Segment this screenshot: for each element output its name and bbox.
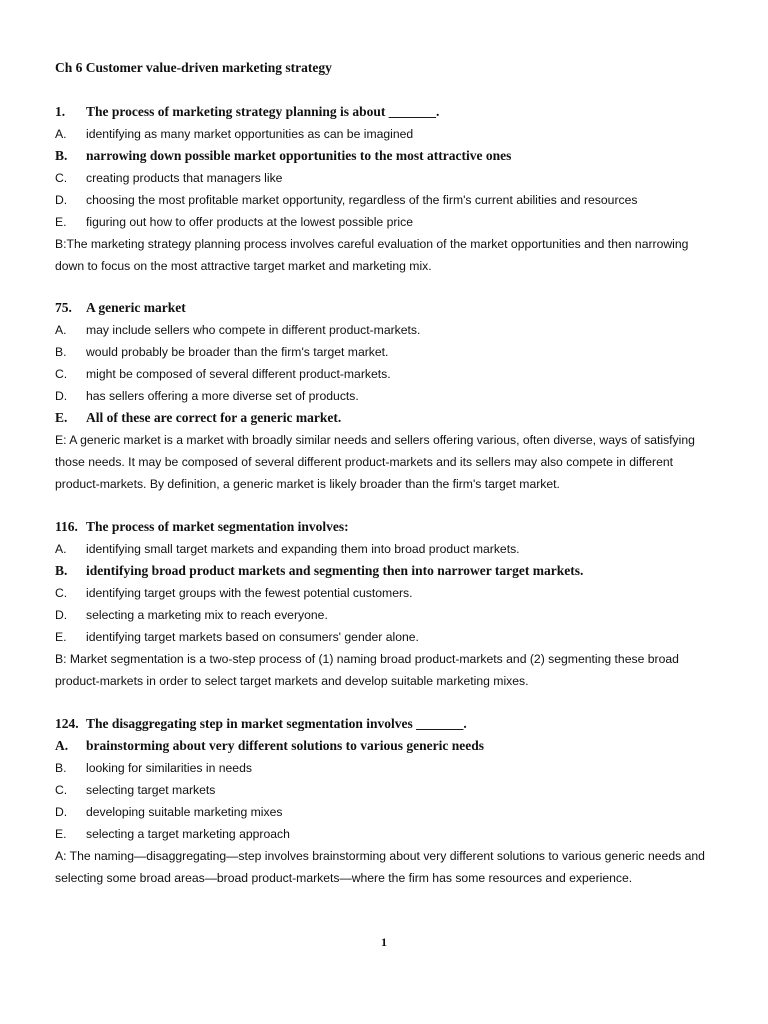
question-stem [55,297,715,319]
option-text: selecting a marketing mix to reach everyone. [86,608,328,622]
option-letter: B. [55,761,67,775]
question-stem [55,101,715,123]
page-title: Ch 6 Customer value-driven marketing strategy [55,60,332,75]
answer-option-c [55,167,715,189]
option-letter: E. [55,827,67,841]
option-letter: D. [55,193,68,207]
option-text: figuring out how to offer products at the lowest possible price [86,215,413,229]
option-letter: D. [55,608,68,622]
option-text: identifying as many market opportunities as can be imagined [86,127,414,141]
option-text: might be composed of several different product-markets. [86,367,391,381]
answer-option-b-correct [55,560,715,582]
option-letter: B. [55,148,68,163]
option-letter: E. [55,215,67,229]
answer-option-d [55,385,715,407]
question-text: The process of marketing strategy planning is about _______. [86,104,440,119]
question-stem [55,516,715,538]
option-letter: C. [55,586,68,600]
option-letter: A. [55,323,67,337]
option-text: developing suitable marketing mixes [86,805,283,819]
question-number: 124. [55,716,79,731]
answer-option-d [55,801,715,823]
question-124 [55,713,715,889]
option-letter: E. [55,630,67,644]
option-letter: D. [55,389,68,403]
answer-option-e-correct [55,407,715,429]
option-text: identifying target markets based on consumers' gender alone. [86,630,419,644]
question-75 [55,297,715,495]
option-text: looking for similarities in needs [86,761,252,775]
question-text: The process of market segmentation involves: [86,519,349,534]
option-text: selecting target markets [86,783,216,797]
answer-option-a-correct [55,735,715,757]
answer-option-a [55,123,715,145]
answer-option-c [55,779,715,801]
option-letter: C. [55,367,68,381]
question-text: The disaggregating step in market segmentation involves _______. [86,716,467,731]
answer-option-c [55,363,715,385]
answer-option-a [55,319,715,341]
answer-option-d [55,604,715,626]
option-text: creating products that managers like [86,171,283,185]
question-number: 1. [55,104,66,119]
question-116 [55,516,715,692]
option-letter: A. [55,542,67,556]
option-text: may include sellers who compete in different product-markets. [86,323,421,337]
answer-option-b-correct [55,145,715,167]
answer-option-c [55,582,715,604]
answer-option-e [55,626,715,648]
question-1 [55,101,715,277]
option-letter: A. [55,738,69,753]
page-number: 1 [381,935,387,949]
option-text: identifying target groups with the fewest potential customers. [86,586,413,600]
answer-option-e [55,211,715,233]
option-letter: C. [55,171,68,185]
option-letter: B. [55,345,67,359]
option-letter: D. [55,805,68,819]
option-text: choosing the most profitable market opportunity, regardless of the firm's current abilities and resources [86,193,638,207]
option-text: would probably be broader than the firm's target market. [86,345,389,359]
answer-explanation: B: Market segmentation is a two-step process of (1) naming broad product-markets and (2) segmenting these broad product-markets in order to select target markets and develop suitable marketing mixes. [55,652,679,688]
option-text: has sellers offering a more diverse set of products. [86,389,359,403]
option-letter: B. [55,563,68,578]
option-text: brainstorming about very different solutions to various generic needs [86,738,484,753]
question-number: 75. [55,300,72,315]
option-letter: C. [55,783,68,797]
option-letter: E. [55,410,68,425]
option-text: selecting a target marketing approach [86,827,290,841]
option-letter: A. [55,127,67,141]
answer-option-e [55,823,715,845]
answer-explanation: B:The marketing strategy planning process involves careful evaluation of the market opportunities and then narrowing down to focus on the most attractive target market and marketing mix. [55,237,689,273]
question-number: 116. [55,519,78,534]
option-text: identifying broad product markets and segmenting then into narrower target markets. [86,563,584,578]
answer-explanation: A: The naming—disaggregating—step involves brainstorming about very different solutions to various generic needs and selecting some broad areas—broad product-markets—where the firm has some resources and experience. [55,849,705,885]
option-text: identifying small target markets and expanding them into broad product markets. [86,542,520,556]
answer-option-b [55,341,715,363]
answer-option-d [55,189,715,211]
answer-option-a [55,538,715,560]
question-stem [55,713,715,735]
option-text: narrowing down possible market opportunities to the most attractive ones [86,148,512,163]
option-text: All of these are correct for a generic market. [86,410,342,425]
question-text: A generic market [86,300,186,315]
answer-option-b [55,757,715,779]
answer-explanation: E: A generic market is a market with broadly similar needs and sellers offering various, often diverse, ways of satisfying those needs. It may be composed of several different product-markets and its sellers may also compete in different product-markets. By definition, a generic market is likely broader than the firm's target market. [55,433,695,491]
